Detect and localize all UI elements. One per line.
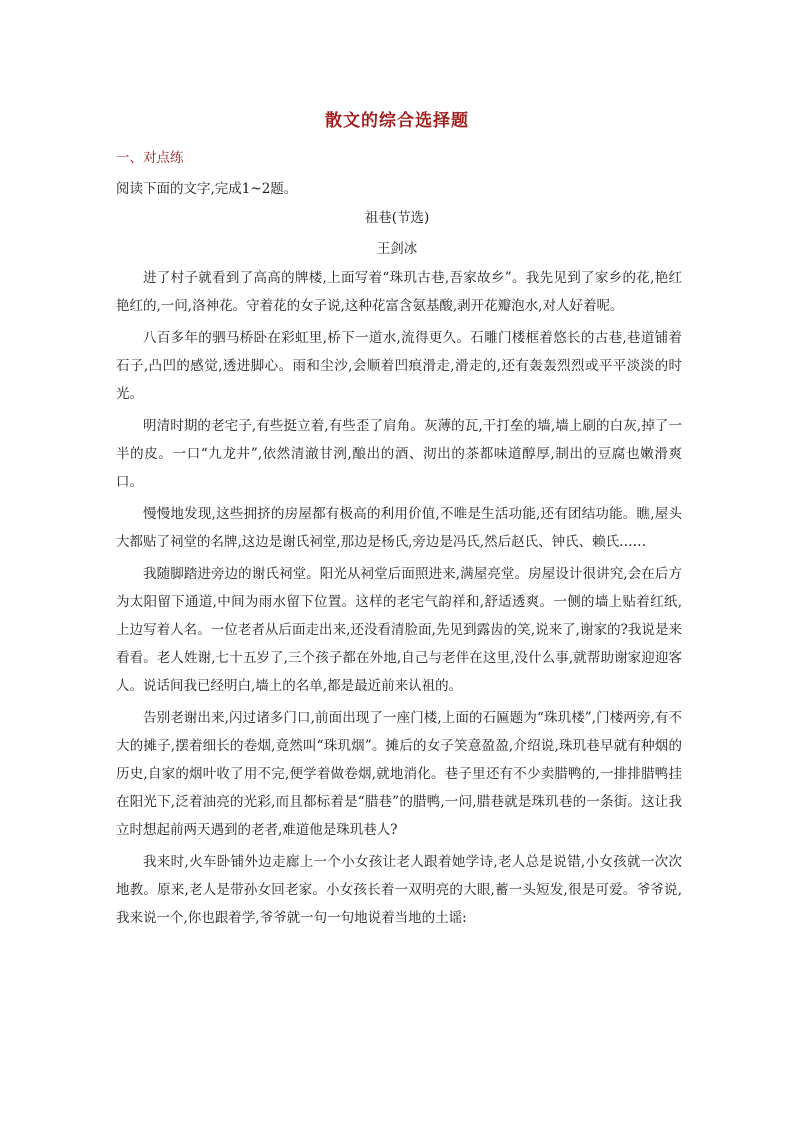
instruction-text: 阅读下面的文字,完成1~2题。	[116, 181, 298, 197]
paragraph: 我来时,火车卧铺外边走廊上一个小女孩让老人跟着她学诗,老人总是说错,小女孩就一次次地教。原来,老人是带孙女回老家。小女孩长着一双明亮的大眼,蓄一头短发,很是可爱。爷爷说,我来说一个,你也跟着学,爷爷就一句一句地说着当地的土谣:	[116, 854, 682, 926]
essay-title: 祖巷(节选)	[364, 210, 430, 226]
section-heading: 一、对点练	[116, 150, 184, 166]
paragraph: 明清时期的老宅子,有些挺立着,有些歪了肩角。灰薄的瓦,干打垒的墙,墙上刷的白灰,掉了一半的皮。一口“九龙井”,依然清澈甘洌,酿出的酒、沏出的茶都味道醇厚,制出的豆腐也嫩滑爽口。	[116, 418, 682, 490]
paragraph: 八百多年的驷马桥卧在彩虹里,桥下一道水,流得更久。石雕门楼框着悠长的古巷,巷道铺着石子,凸凹的感觉,透进脚心。雨和尘沙,会顺着凹痕滑走,滑走的,还有轰轰烈烈或平平淡淡的时光。	[116, 330, 682, 402]
paragraph: 慢慢地发现,这些拥挤的房屋都有极高的利用价值,不唯是生活功能,还有团结功能。瞧,屋头大都贴了祠堂的名牌,这边是谢氏祠堂,那边是杨氏,旁边是冯氏,然后赵氏、钟氏、赖氏……	[116, 506, 682, 550]
document-title: 散文的综合选择题	[325, 111, 469, 131]
paragraph: 告别老谢出来,闪过诸多门口,前面出现了一座门楼,上面的石匾题为“珠玑楼”,门楼两旁,有不大的摊子,摆着细长的卷烟,竟然叫“珠玑烟”。摊后的女子笑意盈盈,介绍说,珠玑巷早就有种烟的历史,自家的烟叶收了用不完,便学着做卷烟,就地消化。巷子里还有不少卖腊鸭的,一排排腊鸭挂在阳光下,泛着油亮的光彩,而且都标着是“腊巷”的腊鸭,一问,腊巷就是珠玑巷的一条街。这让我立时想起前两天遇到的老者,难道他是珠玑巷人?	[116, 710, 682, 838]
essay-body	[116, 264, 682, 932]
essay-author: 王剑冰	[376, 241, 418, 257]
paragraph: 我随脚踏进旁边的谢氏祠堂。阳光从祠堂后面照进来,满屋亮堂。房屋设计很讲究,会在后方为太阳留下通道,中间为雨水留下位置。这样的老宅气韵祥和,舒适透爽。一侧的墙上贴着红纸,上边写着人名。一位老者从后面走出来,还没看清脸面,先见到露齿的笑,说来了,谢家的?我说是来看看。老人姓谢,七十五岁了,三个孩子都在外地,自己与老伴在这里,没什么事,就帮助谢家迎迎客人。说话间我已经明白,墙上的名单,都是最近前来认祖的。	[116, 566, 682, 694]
paragraph: 进了村子就看到了高高的牌楼,上面写着“珠玑古巷,吾家故乡”。我先见到了家乡的花,艳红艳红的,一问,洛神花。守着花的女子说,这种花富含氨基酸,剥开花瓣泡水,对人好着呢。	[116, 270, 682, 314]
